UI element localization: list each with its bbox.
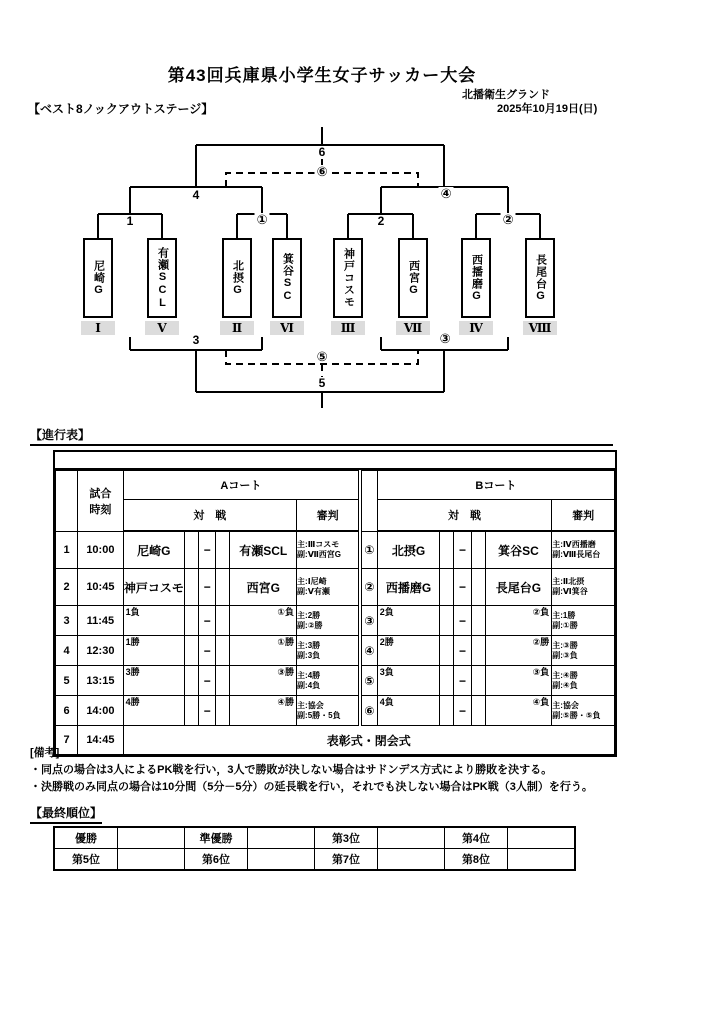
match-number-cell: 3 xyxy=(56,606,78,636)
rank-value-cell xyxy=(508,827,576,849)
seed-badge: Ⅷ xyxy=(523,321,557,335)
team-name: 神戸コスモ xyxy=(342,248,355,308)
bracket-team-box xyxy=(83,238,113,318)
match-number-cell: 6 xyxy=(56,696,78,726)
team-label: 4勝 xyxy=(125,697,140,707)
score-cell xyxy=(440,569,454,606)
match-number-cell: 5 xyxy=(56,666,78,696)
time-cell: 14:45 xyxy=(78,726,123,755)
team-cell xyxy=(230,531,297,569)
team-label: 北摂G xyxy=(391,543,426,558)
rank-label-cell: 第5位 xyxy=(54,849,118,871)
versus-dash: − xyxy=(199,696,216,726)
schedule-row xyxy=(56,569,615,606)
schedule-title-text: 【進行表】 xyxy=(30,428,91,442)
team-label: 神戸コスモ xyxy=(123,580,184,595)
score-cell xyxy=(185,666,199,696)
score-cell xyxy=(216,636,230,666)
team-label: ③負 xyxy=(532,667,550,677)
header-blank-no xyxy=(56,471,78,532)
court-b-match-cell: ④ xyxy=(360,636,377,666)
rank-label-cell: 第7位 xyxy=(315,849,378,871)
section-title-standings: 【最終順位】 xyxy=(30,804,102,824)
schedule-blank-strip xyxy=(55,452,615,470)
bracket-team-box xyxy=(398,238,428,318)
team-label: ①勝 xyxy=(277,637,295,647)
versus-dash: − xyxy=(454,606,471,636)
score-cell xyxy=(440,696,454,726)
header-court-b: Bコート xyxy=(377,471,614,500)
seed-badge: Ⅴ xyxy=(145,321,179,335)
referee-main: 主:④勝 xyxy=(552,670,578,680)
team-cell xyxy=(377,606,440,636)
score-cell xyxy=(440,531,454,569)
header-referee-b: 審判 xyxy=(552,500,615,532)
stage-label: 【ベスト8ノックアウトステージ】 xyxy=(28,102,214,116)
rank-label-cell: 準優勝 xyxy=(185,827,248,849)
score-cell xyxy=(471,636,485,666)
score-cell xyxy=(216,696,230,726)
referee-main: 主:Ⅰ尼崎 xyxy=(297,577,327,586)
header-blank-circ xyxy=(360,471,377,532)
team-label: 西播磨G xyxy=(385,580,432,595)
team-label: ②負 xyxy=(532,607,550,617)
versus-dash: − xyxy=(199,636,216,666)
team-name: 有瀬SCL xyxy=(156,246,169,310)
team-cell xyxy=(123,569,185,606)
score-cell xyxy=(440,636,454,666)
team-name: 長尾台G xyxy=(534,253,547,303)
match-number-label: ① xyxy=(256,212,268,227)
referee-main: 主:Ⅲコスモ xyxy=(297,540,340,549)
seed-badge: Ⅶ xyxy=(396,321,430,335)
versus-dash: − xyxy=(454,696,471,726)
team-name: 西播磨G xyxy=(470,253,483,303)
score-cell xyxy=(185,636,199,666)
schedule-row xyxy=(56,696,615,726)
notes-section xyxy=(30,745,700,796)
bracket-team-box xyxy=(147,238,177,318)
score-cell xyxy=(440,666,454,696)
rank-label-cell: 優勝 xyxy=(54,827,118,849)
team-cell xyxy=(485,606,552,636)
team-cell xyxy=(485,531,552,569)
match-number-label: 2 xyxy=(377,214,385,228)
referee-cell xyxy=(297,666,361,696)
tournament-title: 第43回兵庫県小学生女子サッカー大会 xyxy=(167,66,477,85)
bracket-team-box xyxy=(272,238,302,318)
team-label: 尼崎G xyxy=(137,543,171,558)
score-cell xyxy=(440,606,454,636)
notes-line: ・決勝戦のみ同点の場合は10分間（5分－5分）の延長戦を行い，それでも決しない場合はPK戦（3人制）を行う。 xyxy=(30,781,593,793)
referee-sub: 副:Ⅷ長尾台 xyxy=(552,550,601,559)
team-cell xyxy=(123,696,185,726)
team-cell xyxy=(123,636,185,666)
rank-label-cell: 第4位 xyxy=(445,827,508,849)
score-cell xyxy=(216,606,230,636)
match-number-label: ② xyxy=(502,212,514,227)
seed-badge: Ⅰ xyxy=(81,321,115,335)
score-cell xyxy=(471,569,485,606)
match-number-label: 4 xyxy=(192,188,200,202)
referee-cell xyxy=(297,569,361,606)
referee-sub: 副:②勝 xyxy=(297,620,323,630)
versus-dash: − xyxy=(454,666,471,696)
team-cell xyxy=(485,696,552,726)
rank-value-cell xyxy=(508,849,576,871)
team-label: 4負 xyxy=(379,697,394,707)
team-cell xyxy=(377,666,440,696)
match-number-label: ⑤ xyxy=(316,349,328,364)
header-court-a: Aコート xyxy=(123,471,360,500)
seed-badge: Ⅵ xyxy=(270,321,304,335)
referee-sub: 副:③負 xyxy=(552,650,578,660)
court-b-match-cell: ② xyxy=(360,569,377,606)
rank-value-cell xyxy=(118,827,185,849)
seed-badge: Ⅲ xyxy=(331,321,365,335)
seed-badge: Ⅱ xyxy=(220,321,254,335)
versus-dash: − xyxy=(199,569,216,606)
team-cell xyxy=(230,606,297,636)
score-cell xyxy=(471,531,485,569)
versus-dash: − xyxy=(454,569,471,606)
referee-cell xyxy=(552,606,615,636)
referee-sub: 副:5勝・5負 xyxy=(297,710,341,720)
header-match: 試合 xyxy=(89,487,112,500)
referee-sub: 副:①勝 xyxy=(552,620,578,630)
court-b-match-cell: ① xyxy=(360,531,377,569)
seed-badge: Ⅳ xyxy=(459,321,493,335)
time-cell: 13:15 xyxy=(78,666,123,696)
team-label: ④勝 xyxy=(277,697,295,707)
team-label: 3負 xyxy=(379,667,394,677)
date-label: 2025年10月19日(日) xyxy=(497,103,598,115)
match-number-label: ④ xyxy=(440,186,452,201)
versus-dash: − xyxy=(199,606,216,636)
match-number-cell: 7 xyxy=(56,726,78,755)
referee-cell xyxy=(552,636,615,666)
team-cell xyxy=(485,636,552,666)
referee-cell xyxy=(552,666,615,696)
team-cell xyxy=(377,531,440,569)
referee-main: 主:4勝 xyxy=(297,670,321,680)
court-b-match-cell: ⑤ xyxy=(360,666,377,696)
team-label: ③勝 xyxy=(277,667,295,677)
team-cell xyxy=(377,569,440,606)
notes-line: ・同点の場合は3人によるPK戦を行い，3人で勝敗が決しない場合はサドンデス方式により勝敗を決する。 xyxy=(30,764,553,776)
team-name: 北摂G xyxy=(231,259,244,297)
versus-dash: − xyxy=(454,636,471,666)
time-cell: 12:30 xyxy=(78,636,123,666)
referee-main: 主:2勝 xyxy=(297,610,321,620)
bracket-team-box xyxy=(333,238,363,318)
bracket-lines xyxy=(0,0,724,420)
standings-row xyxy=(54,827,575,849)
referee-sub: 副:Ⅴ有瀬 xyxy=(297,587,330,596)
referee-cell xyxy=(297,531,361,569)
referee-sub: 副:4負 xyxy=(297,680,321,690)
header-match-time xyxy=(78,471,123,532)
score-cell xyxy=(216,666,230,696)
referee-cell xyxy=(297,636,361,666)
match-number-label: 6 xyxy=(318,145,326,159)
team-cell xyxy=(377,696,440,726)
score-cell xyxy=(185,696,199,726)
schedule-section xyxy=(30,426,613,757)
referee-sub: 副:⑤勝・⑤負 xyxy=(552,710,601,720)
schedule-row xyxy=(56,636,615,666)
score-cell xyxy=(185,606,199,636)
score-cell xyxy=(216,569,230,606)
bracket-team-box xyxy=(461,238,491,318)
bracket-team-box xyxy=(222,238,252,318)
standings-table xyxy=(53,826,576,871)
score-cell xyxy=(471,666,485,696)
team-cell xyxy=(485,666,552,696)
rank-label-cell: 第6位 xyxy=(185,849,248,871)
referee-cell xyxy=(552,569,615,606)
standings-section xyxy=(30,804,576,871)
team-name: 箕谷SC xyxy=(281,253,294,303)
referee-sub: 副:Ⅵ箕谷 xyxy=(552,587,588,596)
referee-main: 主:Ⅱ北摂 xyxy=(552,577,585,586)
schedule-row xyxy=(56,666,615,696)
standings-row xyxy=(54,849,575,871)
score-cell xyxy=(471,606,485,636)
team-label: 1勝 xyxy=(125,637,140,647)
team-cell xyxy=(123,606,185,636)
rank-value-cell xyxy=(248,849,315,871)
rank-value-cell xyxy=(378,849,445,871)
team-label: ④負 xyxy=(532,697,550,707)
versus-dash: − xyxy=(199,531,216,569)
match-number-label: 3 xyxy=(192,333,200,347)
team-label: 3勝 xyxy=(125,667,140,677)
referee-cell xyxy=(297,606,361,636)
time-cell: 10:00 xyxy=(78,531,123,569)
team-label: ①負 xyxy=(277,607,295,617)
versus-dash: − xyxy=(199,666,216,696)
bracket-diagram xyxy=(0,0,724,420)
score-cell xyxy=(216,531,230,569)
team-label: 箕谷SC xyxy=(498,543,539,558)
team-cell xyxy=(123,531,185,569)
team-label: 2勝 xyxy=(379,637,394,647)
section-title-schedule xyxy=(30,426,613,446)
header-versus-a: 対 戦 xyxy=(123,500,296,532)
match-number-cell: 1 xyxy=(56,531,78,569)
referee-sub: 副:3負 xyxy=(297,650,321,660)
court-b-match-cell: ③ xyxy=(360,606,377,636)
referee-sub: 副:④負 xyxy=(552,680,578,690)
versus-dash: − xyxy=(454,531,471,569)
referee-main: 主:協会 xyxy=(297,700,324,710)
match-number-cell: 4 xyxy=(56,636,78,666)
score-cell xyxy=(471,696,485,726)
header-versus-b: 対 戦 xyxy=(377,500,551,532)
referee-sub: 副:Ⅶ西宮G xyxy=(297,550,342,559)
match-number-label: 5 xyxy=(318,376,326,390)
team-name: 西宮G xyxy=(407,259,420,297)
team-name: 尼崎G xyxy=(92,259,105,297)
team-label: 1負 xyxy=(125,607,140,617)
court-b-match-cell: ⑥ xyxy=(360,696,377,726)
schedule-table xyxy=(55,470,615,755)
team-cell xyxy=(230,696,297,726)
schedule-table-frame xyxy=(53,450,617,757)
team-label: 西宮G xyxy=(246,580,280,595)
rank-value-cell xyxy=(248,827,315,849)
match-number-cell: 2 xyxy=(56,569,78,606)
team-label: 長尾台G xyxy=(495,580,542,595)
time-cell: 11:45 xyxy=(78,606,123,636)
team-label: 有瀬SCL xyxy=(239,543,288,558)
team-label: ②勝 xyxy=(532,637,550,647)
score-cell xyxy=(185,569,199,606)
rank-value-cell xyxy=(378,827,445,849)
schedule-row xyxy=(56,531,615,569)
match-number-label: ③ xyxy=(439,331,451,346)
score-cell xyxy=(185,531,199,569)
team-cell xyxy=(123,666,185,696)
referee-cell xyxy=(552,531,615,569)
notes-label: [備考] xyxy=(30,747,60,759)
team-cell xyxy=(230,636,297,666)
referee-main: 主:③勝 xyxy=(552,640,578,650)
referee-cell xyxy=(552,696,615,726)
referee-main: 主:Ⅳ西播磨 xyxy=(552,540,596,549)
bracket-team-box xyxy=(525,238,555,318)
rank-label-cell: 第3位 xyxy=(315,827,378,849)
team-label: 2負 xyxy=(379,607,394,617)
match-number-label: ⑥ xyxy=(316,164,328,179)
referee-main: 主:3勝 xyxy=(297,640,321,650)
ceremony-cell: 表彰式・閉会式 xyxy=(123,726,614,755)
header-referee-a: 審判 xyxy=(297,500,361,532)
match-number-label: 1 xyxy=(126,214,134,228)
team-cell xyxy=(377,636,440,666)
referee-main: 主:1勝 xyxy=(552,610,576,620)
time-cell: 14:00 xyxy=(78,696,123,726)
referee-main: 主:協会 xyxy=(552,700,579,710)
referee-cell xyxy=(297,696,361,726)
team-cell xyxy=(485,569,552,606)
rank-value-cell xyxy=(118,849,185,871)
time-cell: 10:45 xyxy=(78,569,123,606)
rank-label-cell: 第8位 xyxy=(445,849,508,871)
header-time: 時刻 xyxy=(89,503,112,516)
team-cell xyxy=(230,569,297,606)
schedule-row xyxy=(56,606,615,636)
venue-label: 北播衛生グランド xyxy=(462,89,550,101)
team-cell xyxy=(230,666,297,696)
